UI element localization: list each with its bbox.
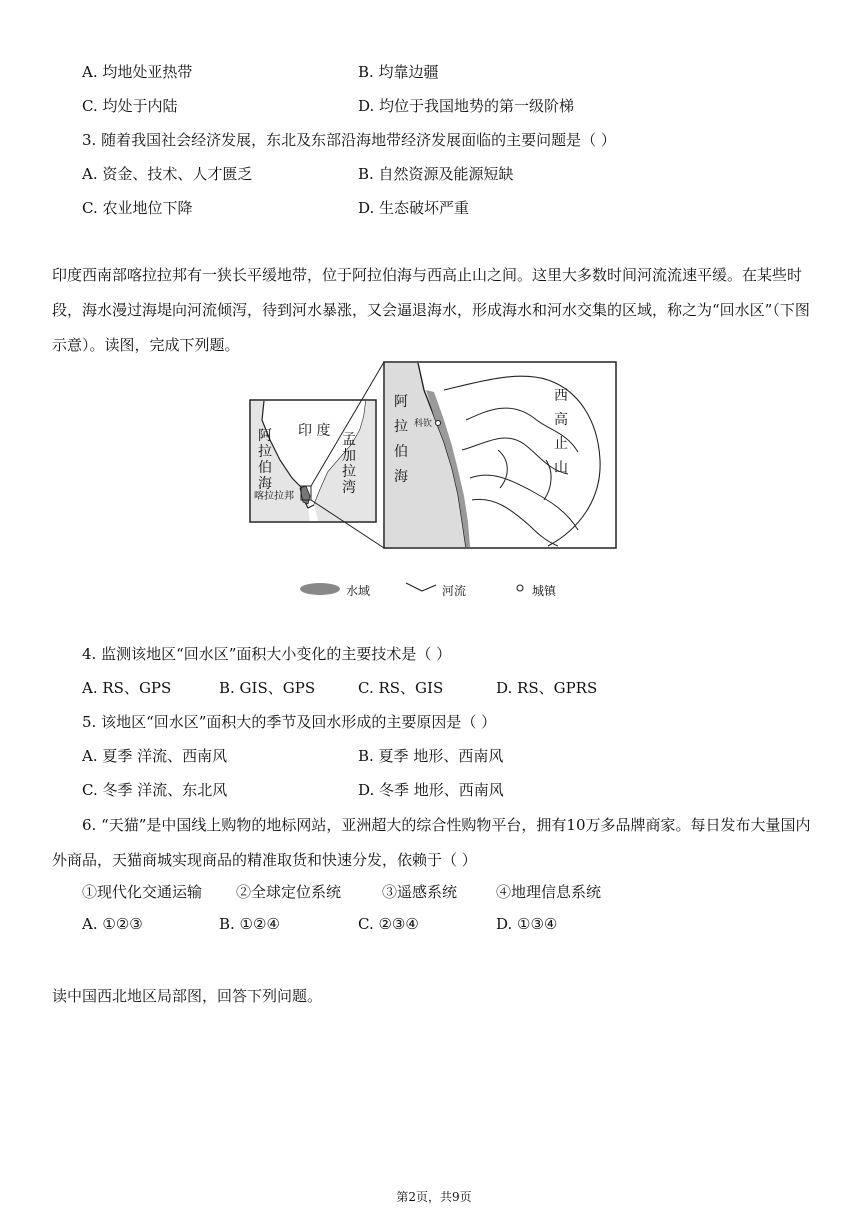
q5-stem: 5. 该地区“回水区”面积大的季节及回水形成的主要原因是（ ） — [82, 713, 497, 731]
label-bay-of-bengal: 孟 加 拉 湾 — [342, 432, 356, 496]
q3-stem: 3. 随着我国社会经济发展，东北及东部沿海地带经济发展面临的主要问题是（ ） — [82, 131, 616, 149]
q4-option-b: B. GIS、GPS — [219, 679, 316, 697]
q5-option-d: D. 冬季 地形、西南风 — [358, 781, 504, 799]
q6-option-d: D. ①③④ — [496, 915, 558, 933]
q4-option-a: A. RS、GPS — [82, 679, 172, 697]
legend-river-swatch — [406, 583, 436, 591]
label-inset-arabian-sea: 阿 拉 伯 海 — [258, 428, 272, 492]
q6-option-a: A. ①②③ — [82, 915, 143, 933]
q3-option-a: A. 资金、技术、人才匮乏 — [82, 165, 253, 183]
q4-option-d: D. RS、GPRS — [496, 679, 598, 697]
label-kerala: 喀拉拉邦 — [254, 491, 294, 502]
q6-item-2: ②全球定位系统 — [236, 883, 342, 901]
legend-water-label: 水域 — [346, 584, 371, 598]
q6-stem: 6. “天猫”是中国线上购物的地标网站，亚洲超大的综合性购物平台，拥有10万多品牌商家。每日发布大量国内外商品，天猫商城实现商品的精准取货和快速分发，依赖于（ ） — [52, 816, 811, 869]
label-zoom-arabian-sea: 阿 拉 伯 海 — [394, 394, 408, 485]
q6-option-c: C. ②③④ — [358, 915, 419, 933]
legend-town-swatch — [517, 585, 523, 591]
q5-option-b: B. 夏季 地形、西南风 — [358, 747, 504, 765]
q2-option-a: A. 均地处亚热带 — [82, 63, 193, 81]
legend-town-label: 城镇 — [532, 584, 557, 598]
q4-option-c: C. RS、GIS — [358, 679, 444, 697]
label-western-ghats: 西 高 止 山 — [554, 388, 568, 476]
map-figure — [248, 360, 618, 608]
q6-item-4: ④地理信息系统 — [496, 883, 602, 901]
passage-backwater: 印度西南部喀拉拉邦有一狭长平缓地带，位于阿拉伯海与西高止山之间。这里大多数时间河流流速平缓。在某些时段，海水漫过海堤向河流倾泻，待到河水暴涨，又会逼退海水，形成海水和河水交集的区域，称之为“回水区”（下图示意）。读图，完成下列题。 — [52, 266, 810, 354]
page-footer: 第2页，共9页 — [396, 1190, 472, 1204]
legend-river-label: 河流 — [442, 584, 467, 598]
q2-option-d: D. 均位于我国地势的第一级阶梯 — [358, 97, 575, 115]
q6-option-b: B. ①②④ — [219, 915, 280, 933]
legend-water-swatch — [300, 583, 340, 595]
q3-option-c: C. 农业地位下降 — [82, 199, 193, 217]
q3-option-b: B. 自然资源及能源短缺 — [358, 165, 514, 183]
q2-option-b: B. 均靠边疆 — [358, 63, 439, 81]
q6-item-1: ①现代化交通运输 — [82, 883, 203, 901]
q4-stem: 4. 监测该地区“回水区”面积大小变化的主要技术是（ ） — [82, 645, 452, 663]
q5-option-a: A. 夏季 洋流、西南风 — [82, 747, 228, 765]
label-kochi: 科钦 — [414, 419, 433, 429]
passage-northwest: 读中国西北地区局部图，回答下列问题。 — [52, 987, 323, 1005]
q3-option-d: D. 生态破坏严重 — [358, 199, 470, 217]
q2-option-c: C. 均处于内陆 — [82, 97, 178, 115]
town-kochi-marker — [436, 421, 441, 426]
q5-option-c: C. 冬季 洋流、东北风 — [82, 781, 228, 799]
q6-item-3: ③遥感系统 — [382, 883, 458, 901]
label-india: 印 度 — [298, 423, 331, 439]
